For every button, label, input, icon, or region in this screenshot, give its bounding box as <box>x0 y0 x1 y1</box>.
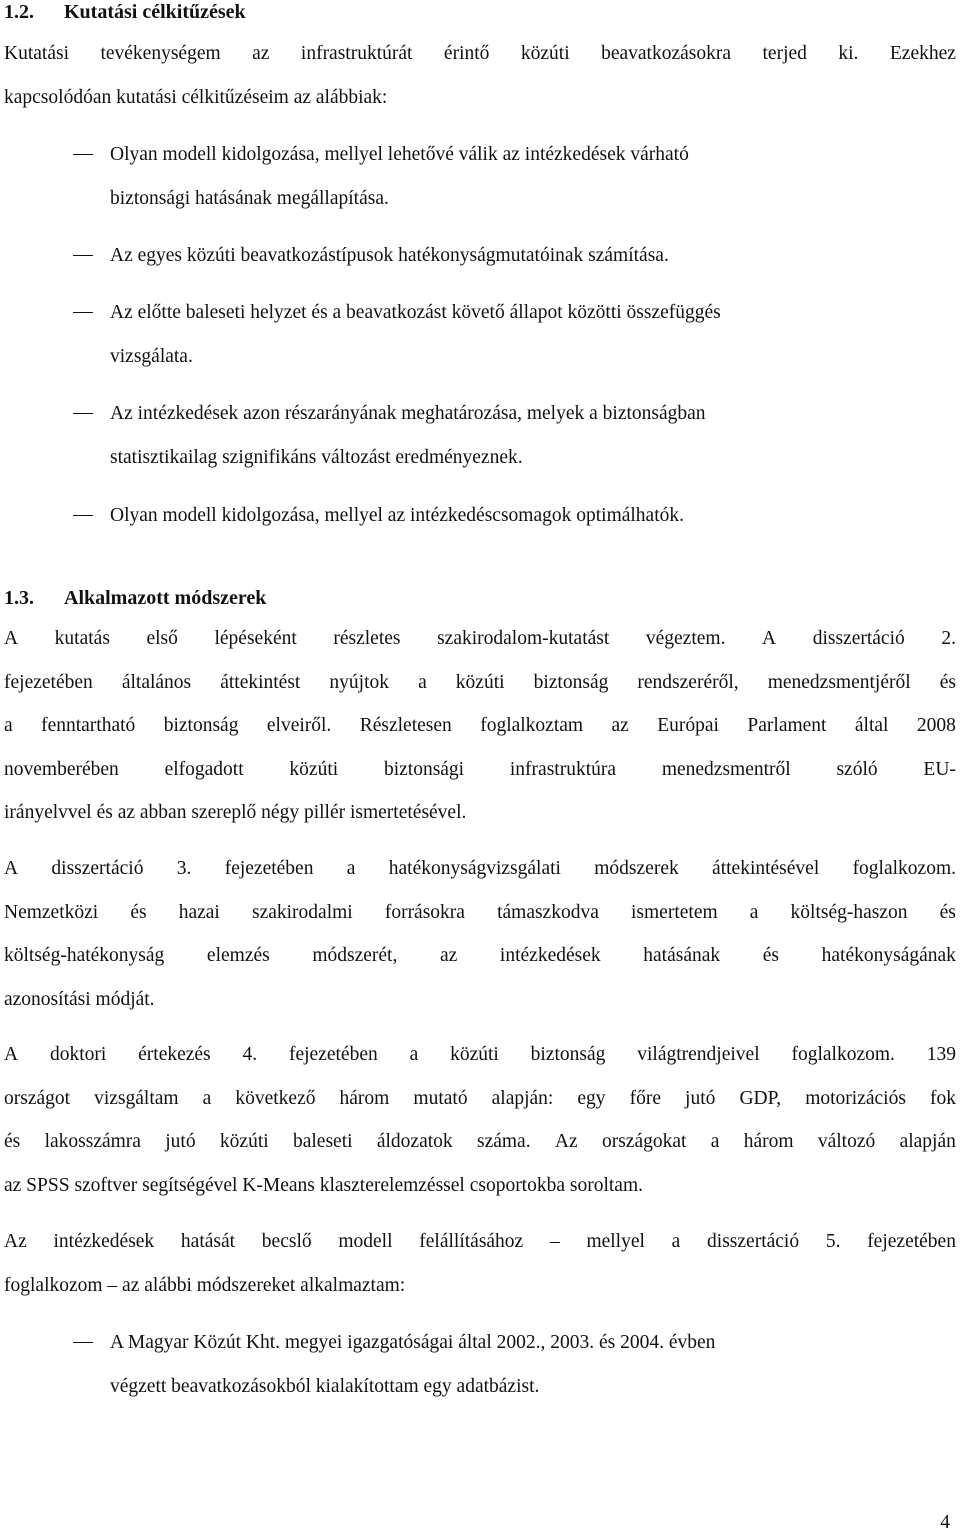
word: menedzsmentjéről <box>767 671 911 693</box>
word: ki. <box>838 43 859 64</box>
word: általános <box>121 671 192 693</box>
paragraph-line <box>4 1220 956 1264</box>
list-item-line: Az egyes közúti beavatkozástípusok hatékonyságmutatóinak számítása. <box>110 245 669 266</box>
word: disszertáció <box>51 858 144 879</box>
section-number: 1.2. <box>4 1 34 23</box>
word: végeztem. <box>645 628 726 649</box>
section-heading-1-2 <box>4 0 246 24</box>
word: száma. <box>476 1131 531 1152</box>
word: vizsgáltam <box>94 1087 179 1109</box>
word: infrastruktúra <box>509 758 617 780</box>
word: 2. <box>941 628 956 649</box>
word: első <box>146 628 178 649</box>
word: Az <box>4 1231 27 1252</box>
word: biztonság <box>163 715 239 736</box>
word: disszertáció <box>707 1231 800 1252</box>
dash-bullet <box>73 1342 93 1343</box>
word: doktori <box>49 1044 107 1065</box>
word: Nemzetközi <box>4 901 99 923</box>
word: közúti <box>219 1131 269 1152</box>
word: világtrendjeivel <box>637 1044 760 1065</box>
paragraph-methods-4 <box>4 1220 956 1307</box>
word: modell <box>338 1231 393 1252</box>
dash-bullet <box>73 154 93 155</box>
word: 3. <box>176 858 192 879</box>
word: közúti <box>455 671 505 693</box>
word: a <box>202 1087 212 1109</box>
word: három <box>339 1087 390 1109</box>
paragraph-line: foglalkozom – az alábbi módszereket alkalmaztam: <box>4 1274 406 1296</box>
word: országokat <box>601 1131 687 1152</box>
word: forrásokra <box>384 901 465 923</box>
list-item-line: Az intézkedések azon részarányának meghatározása, melyek a biztonságban <box>110 403 706 424</box>
word: nyújtok <box>329 671 390 693</box>
word: Az <box>554 1131 578 1152</box>
word: alapján: <box>491 1087 554 1109</box>
dash-bullet <box>73 413 93 414</box>
paragraph-line: azonosítási módját. <box>4 988 155 1010</box>
word: áldozatok <box>376 1131 453 1152</box>
paragraph-line <box>4 704 956 748</box>
word: tevékenységem <box>100 43 221 64</box>
word: elfogadott <box>164 758 244 780</box>
list-item-line: végzett beavatkozásokból kialakítottam egy adatbázist. <box>110 1375 540 1397</box>
word: hatását <box>180 1231 236 1252</box>
word: A <box>4 858 19 879</box>
word: lakosszámra <box>44 1131 141 1152</box>
word: részletes <box>333 628 401 649</box>
word: közúti <box>520 43 570 64</box>
paragraph-line <box>4 891 956 935</box>
word: az <box>611 715 629 736</box>
word: által <box>854 715 889 736</box>
word: a <box>346 858 356 879</box>
word: biztonság <box>533 671 609 693</box>
word: terjed <box>762 43 807 64</box>
word: módszerét, <box>312 945 398 966</box>
word: fejezetében <box>4 671 93 693</box>
word: 2008 <box>916 715 956 736</box>
paragraph-line <box>4 847 956 891</box>
word: hatásának <box>643 945 721 966</box>
word: Európai <box>657 715 719 736</box>
word: mellyel <box>586 1231 645 1252</box>
word: hazai <box>178 901 220 923</box>
word: a <box>418 671 427 693</box>
word: értekezés <box>138 1044 211 1065</box>
list-item-line: vizsgálata. <box>110 345 193 367</box>
word: a <box>710 1131 720 1152</box>
dash-bullet <box>73 312 93 313</box>
word: ismertetem <box>631 901 718 923</box>
intro-paragraph <box>4 32 956 119</box>
word: az <box>252 43 270 64</box>
paragraph-methods-2 <box>4 847 956 1021</box>
word: A <box>762 628 777 649</box>
word: főre <box>629 1087 661 1109</box>
paragraph-line <box>4 32 956 76</box>
word: novemberében <box>4 758 119 780</box>
word: 4. <box>242 1044 258 1065</box>
list-item-line: A Magyar Közút Kht. megyei igazgatóságai által 2002., 2003. és 2004. évben <box>110 1332 716 1353</box>
page-number: 4 <box>940 1512 950 1533</box>
list-item-line: Az előtte baleseti helyzet és a beavatkozást követő állapot közötti összefüggés <box>110 302 721 323</box>
word: közúti <box>450 1044 499 1065</box>
word: az <box>439 945 458 966</box>
section-title: Alkalmazott módszerek <box>64 587 267 609</box>
word: menedzsmentről <box>661 758 791 780</box>
word: intézkedések <box>53 1231 155 1252</box>
word: változó <box>817 1131 876 1152</box>
list-item-line: Olyan modell kidolgozása, mellyel lehetővé válik az intézkedések várható <box>110 144 689 165</box>
word: rendszeréről, <box>637 671 739 693</box>
word: foglalkozom. <box>852 858 956 879</box>
word: foglalkoztam <box>480 715 584 736</box>
word: fenntartható <box>41 715 136 736</box>
section-number: 1.3. <box>4 587 34 609</box>
word: GDP, <box>739 1087 782 1109</box>
word: országot <box>4 1087 71 1109</box>
word: költség-hatékonyság <box>4 945 165 966</box>
paragraph-line: kapcsolódóan kutatási célkitűzéseim az alábbiak: <box>4 86 388 108</box>
paragraph-line <box>4 661 956 705</box>
word: A <box>4 1044 19 1065</box>
word: fejezetében <box>224 858 314 879</box>
word: a <box>749 901 759 923</box>
word: intézkedések <box>499 945 601 966</box>
word: motorizációs <box>805 1087 906 1109</box>
word: közúti <box>289 758 339 780</box>
word: foglalkozom. <box>791 1044 895 1065</box>
paragraph-line: az SPSS szoftver segítségével K-Means klaszterelemzéssel csoportokba soroltam. <box>4 1174 643 1196</box>
paragraph-line <box>4 1120 956 1164</box>
word: és <box>762 945 780 966</box>
dash-bullet <box>73 255 93 256</box>
paragraph-line <box>4 617 956 661</box>
word: áttekintést <box>220 671 301 693</box>
word: módszerek <box>594 858 679 879</box>
paragraph-methods-3 <box>4 1033 956 1207</box>
word: mutató <box>413 1087 468 1109</box>
word: fejezetében <box>867 1231 956 1252</box>
word: a <box>409 1044 419 1065</box>
word: hatékonyságvizsgálati <box>388 858 561 879</box>
paragraph-methods-1 <box>4 617 956 835</box>
word: érintő <box>443 43 490 64</box>
word: egy <box>577 1087 606 1109</box>
paragraph-line <box>4 1077 956 1121</box>
word: támaszkodva <box>497 901 599 923</box>
list-item-line: biztonsági hatásának megállapítása. <box>110 187 389 209</box>
word: és <box>939 901 956 923</box>
word: infrastruktúrát <box>300 43 413 64</box>
word: elemzés <box>206 945 270 966</box>
paragraph-line <box>4 934 956 978</box>
word: EU- <box>923 758 956 780</box>
word: biztonság <box>530 1044 606 1065</box>
word: elveiről. <box>266 715 332 736</box>
word: 139 <box>926 1044 956 1065</box>
section-heading-1-3 <box>4 586 266 610</box>
word: és <box>939 671 956 693</box>
paragraph-line <box>4 1033 956 1077</box>
word: jutó <box>685 1087 716 1109</box>
word: Részletesen <box>359 715 452 736</box>
paragraph-line: irányelvvel és az abban szereplő négy pillér ismertetésével. <box>4 802 467 823</box>
paragraph-line <box>4 748 956 792</box>
word: jutó <box>165 1131 196 1152</box>
word: fok <box>929 1087 956 1109</box>
word: beavatkozásokra <box>601 43 732 64</box>
word: disszertáció <box>812 628 905 649</box>
word: 5. <box>825 1231 841 1252</box>
word: Kutatási <box>4 43 69 64</box>
word: három <box>743 1131 794 1152</box>
list-item-line: Olyan modell kidolgozása, mellyel az intézkedéscsomagok optimálhatók. <box>110 505 685 526</box>
word: és <box>130 901 147 923</box>
word: – <box>549 1231 560 1252</box>
word: Ezekhez <box>889 43 956 64</box>
word: felállításához <box>419 1231 524 1252</box>
word: alapján <box>899 1131 956 1152</box>
section-title: Kutatási célkitűzések <box>64 1 246 23</box>
word: fejezetében <box>288 1044 378 1065</box>
word: és <box>4 1131 21 1152</box>
word: szakirodalmi <box>251 901 353 923</box>
word: áttekintésével <box>712 858 820 879</box>
word: lépéseként <box>214 628 297 649</box>
word: becslő <box>261 1231 312 1252</box>
word: a <box>4 715 13 736</box>
word: hatékonyságának <box>821 945 956 966</box>
word: A <box>4 628 19 649</box>
word: szóló <box>836 758 878 780</box>
word: biztonsági <box>383 758 465 780</box>
word: kutatás <box>54 628 110 649</box>
word: Parlament <box>747 715 827 736</box>
word: a <box>671 1231 681 1252</box>
word: baleseti <box>292 1131 353 1152</box>
word: szakirodalom-kutatást <box>437 628 610 649</box>
word: költség-haszon <box>790 901 908 923</box>
dash-bullet <box>73 515 93 516</box>
list-item-line: statisztikailag szignifikáns változást eredményeznek. <box>110 446 523 468</box>
word: következő <box>235 1087 316 1109</box>
